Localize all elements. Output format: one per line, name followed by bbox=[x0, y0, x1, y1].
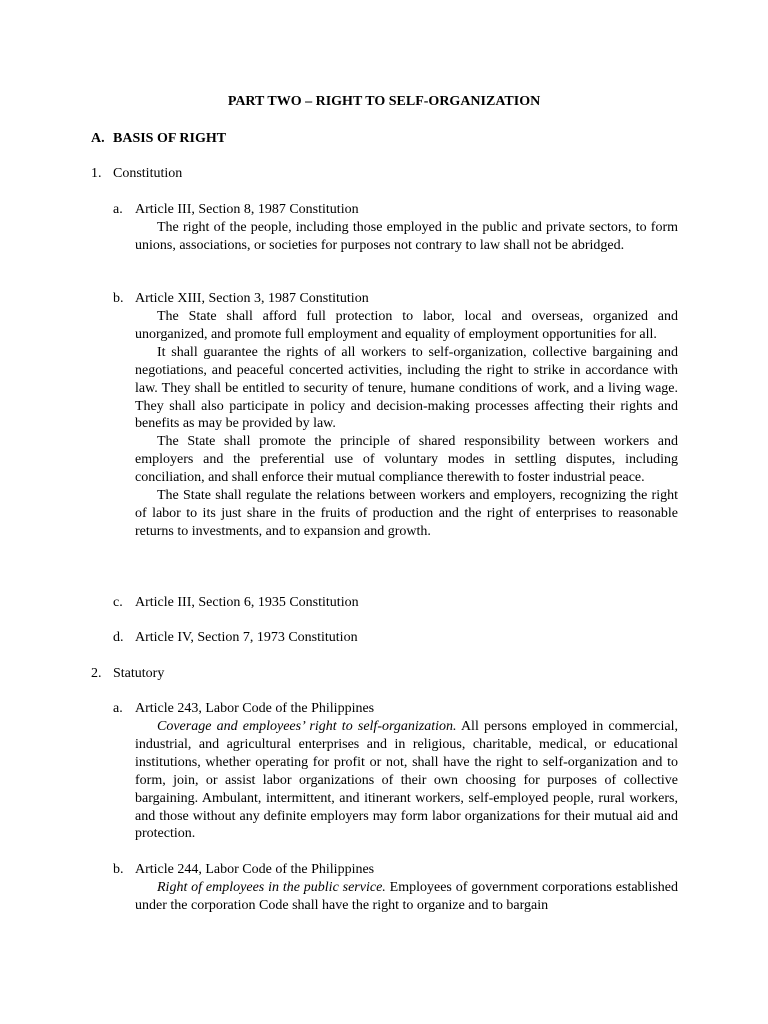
item-1-heading: Constitution bbox=[113, 166, 183, 181]
paragraph bbox=[135, 879, 678, 915]
item-1c-heading: Article III, Section 6, 1935 Constitution bbox=[135, 595, 359, 610]
paragraph: The State shall regulate the relations between workers and employers, recognizing the right of labor to its just share in the fruits of production and the right of enterprises to reasonable returns to investments, and to expansion and growth. bbox=[135, 488, 678, 539]
item-2b-marker: b. bbox=[113, 862, 124, 877]
paragraph: It shall guarantee the rights of all workers to self-organization, collective bargaining and negotiations, and peaceful concerted activities, including the right to strike in accordance with law. They shall be entitled to security of tenure, humane conditions of work, and a living wage. They shall also participate in policy and decision-making processes affecting their rights and benefits as may be provided by law. bbox=[135, 344, 678, 432]
provision-caption: Right of employees in the public service. bbox=[157, 880, 386, 895]
paragraph: The State shall afford full protection to labor, local and overseas, organized and unorganized, and promote full employment and equality of employment opportunities for all. bbox=[135, 309, 678, 342]
item-1a-heading: Article III, Section 8, 1987 Constitution bbox=[135, 202, 359, 217]
item-2a-heading: Article 243, Labor Code of the Philippines bbox=[135, 701, 375, 716]
item-1d-marker: d. bbox=[113, 630, 124, 645]
item-1b-heading: Article XIII, Section 3, 1987 Constitution bbox=[135, 291, 369, 306]
item-2b-heading: Article 244, Labor Code of the Philippines bbox=[135, 862, 375, 877]
section-a-marker: A. bbox=[91, 131, 105, 146]
item-1b-body bbox=[135, 308, 678, 541]
paragraph: The State shall promote the principle of shared responsibility between workers and employers and the preferential use of voluntary modes in settling disputes, including conciliation, and shall enforce their mutual compliance therewith to foster industrial peace. bbox=[135, 434, 678, 486]
page-title: PART TWO – RIGHT TO SELF-ORGANIZATION bbox=[227, 94, 541, 109]
item-1-marker: 1. bbox=[91, 166, 102, 181]
item-1a-body bbox=[135, 219, 678, 255]
item-2-heading: Statutory bbox=[113, 666, 165, 681]
provision-caption: Coverage and employees’ right to self-organization. bbox=[157, 719, 457, 734]
item-2-marker: 2. bbox=[91, 666, 102, 681]
paragraph bbox=[135, 718, 678, 843]
item-1c-marker: c. bbox=[113, 595, 123, 610]
item-2a-body bbox=[135, 718, 678, 843]
paragraph: The right of the people, including those employed in the public and private sectors, to form unions, associations, or societies for purposes not contrary to law shall not be abridged. bbox=[135, 220, 678, 253]
item-1a-marker: a. bbox=[113, 202, 123, 217]
section-a-heading: BASIS OF RIGHT bbox=[113, 131, 227, 146]
provision-text: Employees of government corporations established under the corporation Code shall have the right to organize and to bargain bbox=[135, 880, 678, 913]
item-1b-marker: b. bbox=[113, 291, 124, 306]
item-2b-body bbox=[135, 879, 678, 915]
item-2a-marker: a. bbox=[113, 701, 123, 716]
item-1d-heading: Article IV, Section 7, 1973 Constitution bbox=[135, 630, 358, 645]
provision-text: All persons employed in commercial, industrial, and agricultural enterprises and in religious, charitable, medical, or educational institutions, whether operating for profit or not, shall have the right to self-organization and to form, join, or assist labor organizations of their own choosing for purposes of collective bargaining. Ambulant, intermittent, and itinerant workers, self-employed people, rural workers, and those without any definite employers may form labor organizations for their mutual aid and protection. bbox=[135, 719, 679, 842]
